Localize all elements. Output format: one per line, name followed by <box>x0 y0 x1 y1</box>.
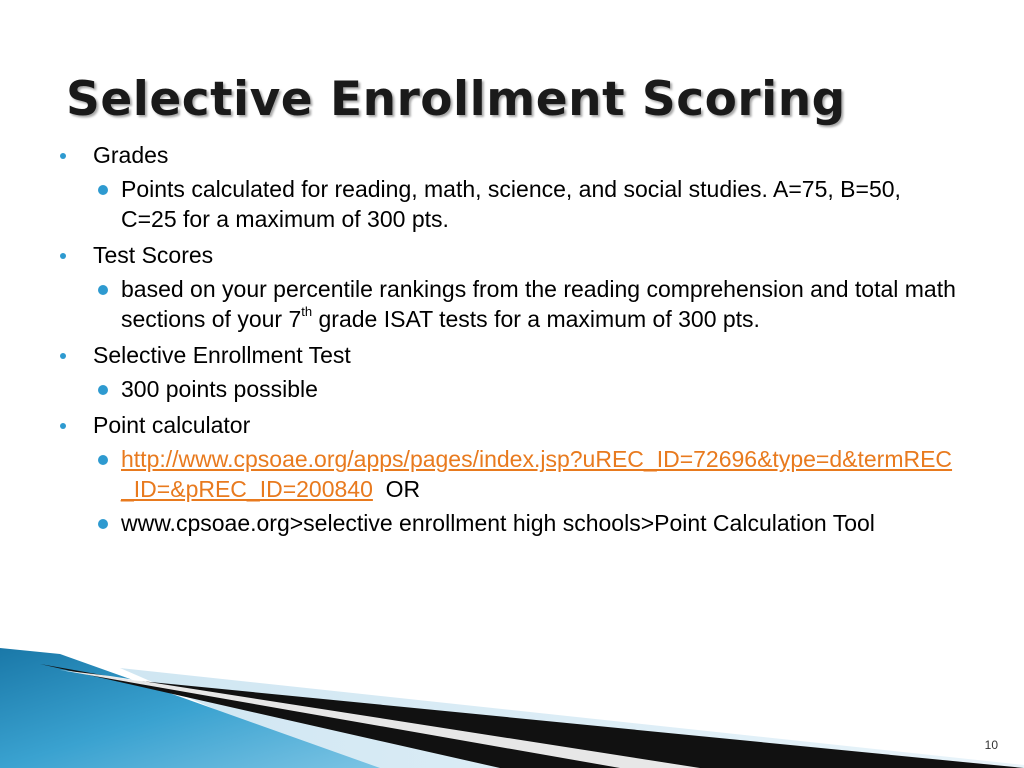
sub-bullet-calculator-link <box>60 444 960 504</box>
bullet-dot-icon <box>60 253 66 259</box>
link-or-text: OR <box>385 476 421 502</box>
bullet-dot-icon <box>60 153 66 159</box>
bullet-grades-label: Grades <box>93 142 169 168</box>
bullet-se-test <box>60 340 960 370</box>
sub-bullet-se-test-text: 300 points possible <box>121 376 318 402</box>
bullet-test-scores-label: Test Scores <box>93 242 214 268</box>
sub-bullet-calculator-path-text: www.cpsoae.org>selective enrollment high schools>Point Calculation Tool <box>121 510 875 536</box>
page-number: 10 <box>984 738 998 752</box>
point-calculator-link[interactable]: http://www.cpsoae.org/apps/pages/index.jsp?uREC_ID=72696&type=d&termREC_ID=&pREC_ID=200840 <box>121 446 953 502</box>
sub-bullet-dot-icon <box>98 385 108 395</box>
sub-bullet-se-test <box>60 374 960 404</box>
bullet-point-calculator-label: Point calculator <box>93 412 251 438</box>
sub-bullet-grades-points <box>60 174 960 234</box>
sub-bullet-test-scores-text: based on your percentile rankings from the reading comprehension and total math sections of your 7 <box>121 276 956 332</box>
bullet-grades <box>60 140 960 170</box>
bullet-list <box>60 140 960 538</box>
ordinal-suffix: th <box>301 304 313 320</box>
sub-bullet-test-scores-text-end: grade ISAT tests for a maximum of 300 pts. <box>312 306 760 332</box>
sub-bullet-dot-icon <box>98 285 108 295</box>
slide-title: Selective Enrollment Scoring <box>66 72 846 127</box>
bullet-se-test-label: Selective Enrollment Test <box>93 342 351 368</box>
sub-bullet-dot-icon <box>98 519 108 529</box>
bullet-dot-icon <box>60 423 66 429</box>
sub-bullet-dot-icon <box>98 455 108 465</box>
sub-bullet-grades-text: Points calculated for reading, math, science, and social studies. A=75, B=50, C=25 for a maximum of 300 pts. <box>121 176 901 232</box>
bullet-dot-icon <box>60 353 66 359</box>
sub-bullet-dot-icon <box>98 185 108 195</box>
sub-bullet-calculator-path <box>60 508 960 538</box>
sub-bullet-test-scores <box>60 274 960 334</box>
footer-wave-decoration <box>0 640 1024 768</box>
bullet-point-calculator <box>60 410 960 440</box>
bullet-test-scores <box>60 240 960 270</box>
